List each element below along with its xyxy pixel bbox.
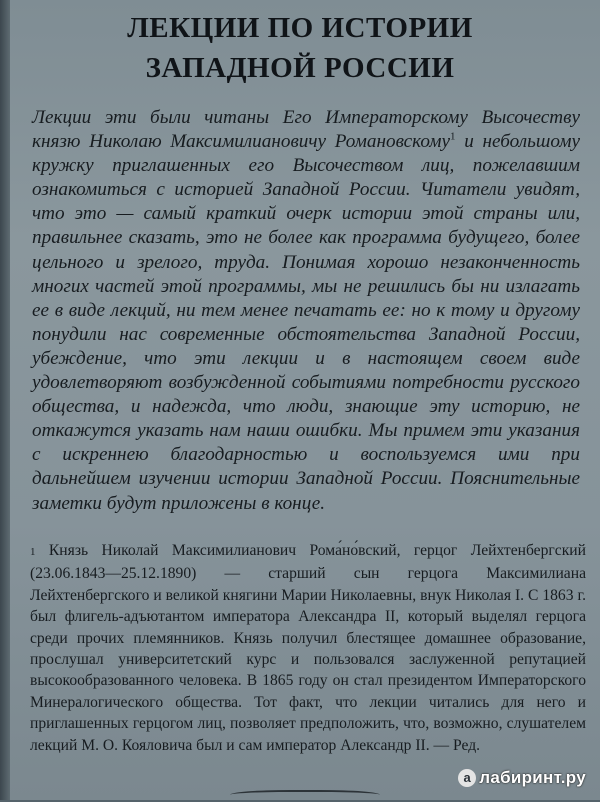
intro-paragraph [32,106,580,516]
footnote [30,540,586,756]
watermark [458,768,586,788]
intro-text-start: Лекции эти были читаны Его Императорскому Высочеству князю Николаю Максимилиановичу Романовскому [32,107,580,153]
watermark-text: лабиринт.ру [479,768,586,787]
intro-text-rest: и небольшому кружку приглашенных его Высочеством лиц, пожелавшим ознакомиться с историей Западной России. Читатели увидят, что это — самый краткий очерк истории этой страны или, правильнее сказать, это не более как программа будущего, более цельного и зрелого, труда. Понимая хорошо незаконченность многих частей этой программы, мы не решились бы ни излагать ее в виде лекций, ни тем менее печатать ее: но к тому и другому понудили нас современные обстоятельства Западной России, убеждение, что эти лекции и в настоящем своем виде удовлетворяют возбужденной событиями потребности русского общества, и надежда, что люди, знающие эту историю, не откажутся указать нам наши ошибки. Мы примем эти указания с искреннею благодарностью и воспользуемся ими при дальнейшем изучении истории Западной России. Пояснительные заметки будут приложены в конце. [32,131,580,514]
chapter-title-line-2: ЗАПАДНОЙ РОССИИ [145,52,455,84]
chapter-title [0,8,600,88]
footnote-text: Князь Николай Максимилианович Рома́но́вский, герцог Лейхтенбергский (23.06.1843—25.12.1890) — старший сын герцога Максимилиана Лейхтенбергского и великой княгини Марии Николаевны, внук Николая I. С 1863 г. был флигель-адъютантом императора Александра II, который выделял герцога среди прочих племянников. Князь получил блестящее домашнее образование, прослушал университетский курс и пользовался заслуженной репутацией высокообразованного человека. В 1865 году он стал президентом Императорского Минералогического общества. Тот факт, что лекции читались для него и приглашенных герцогом лиц, позволяет предположить, что, возможно, слушателем лекций М. О. Кояловича был и сам император Александр II. — Ред. [30,542,586,754]
page-binding-shadow [0,0,10,800]
page-ornament [230,790,380,802]
watermark-logo-icon: а [458,769,476,787]
footnote-number: 1 [30,546,36,558]
chapter-title-line-1: ЛЕКЦИИ ПО ИСТОРИИ [127,12,473,44]
footnote-reference: 1 [450,130,456,143]
